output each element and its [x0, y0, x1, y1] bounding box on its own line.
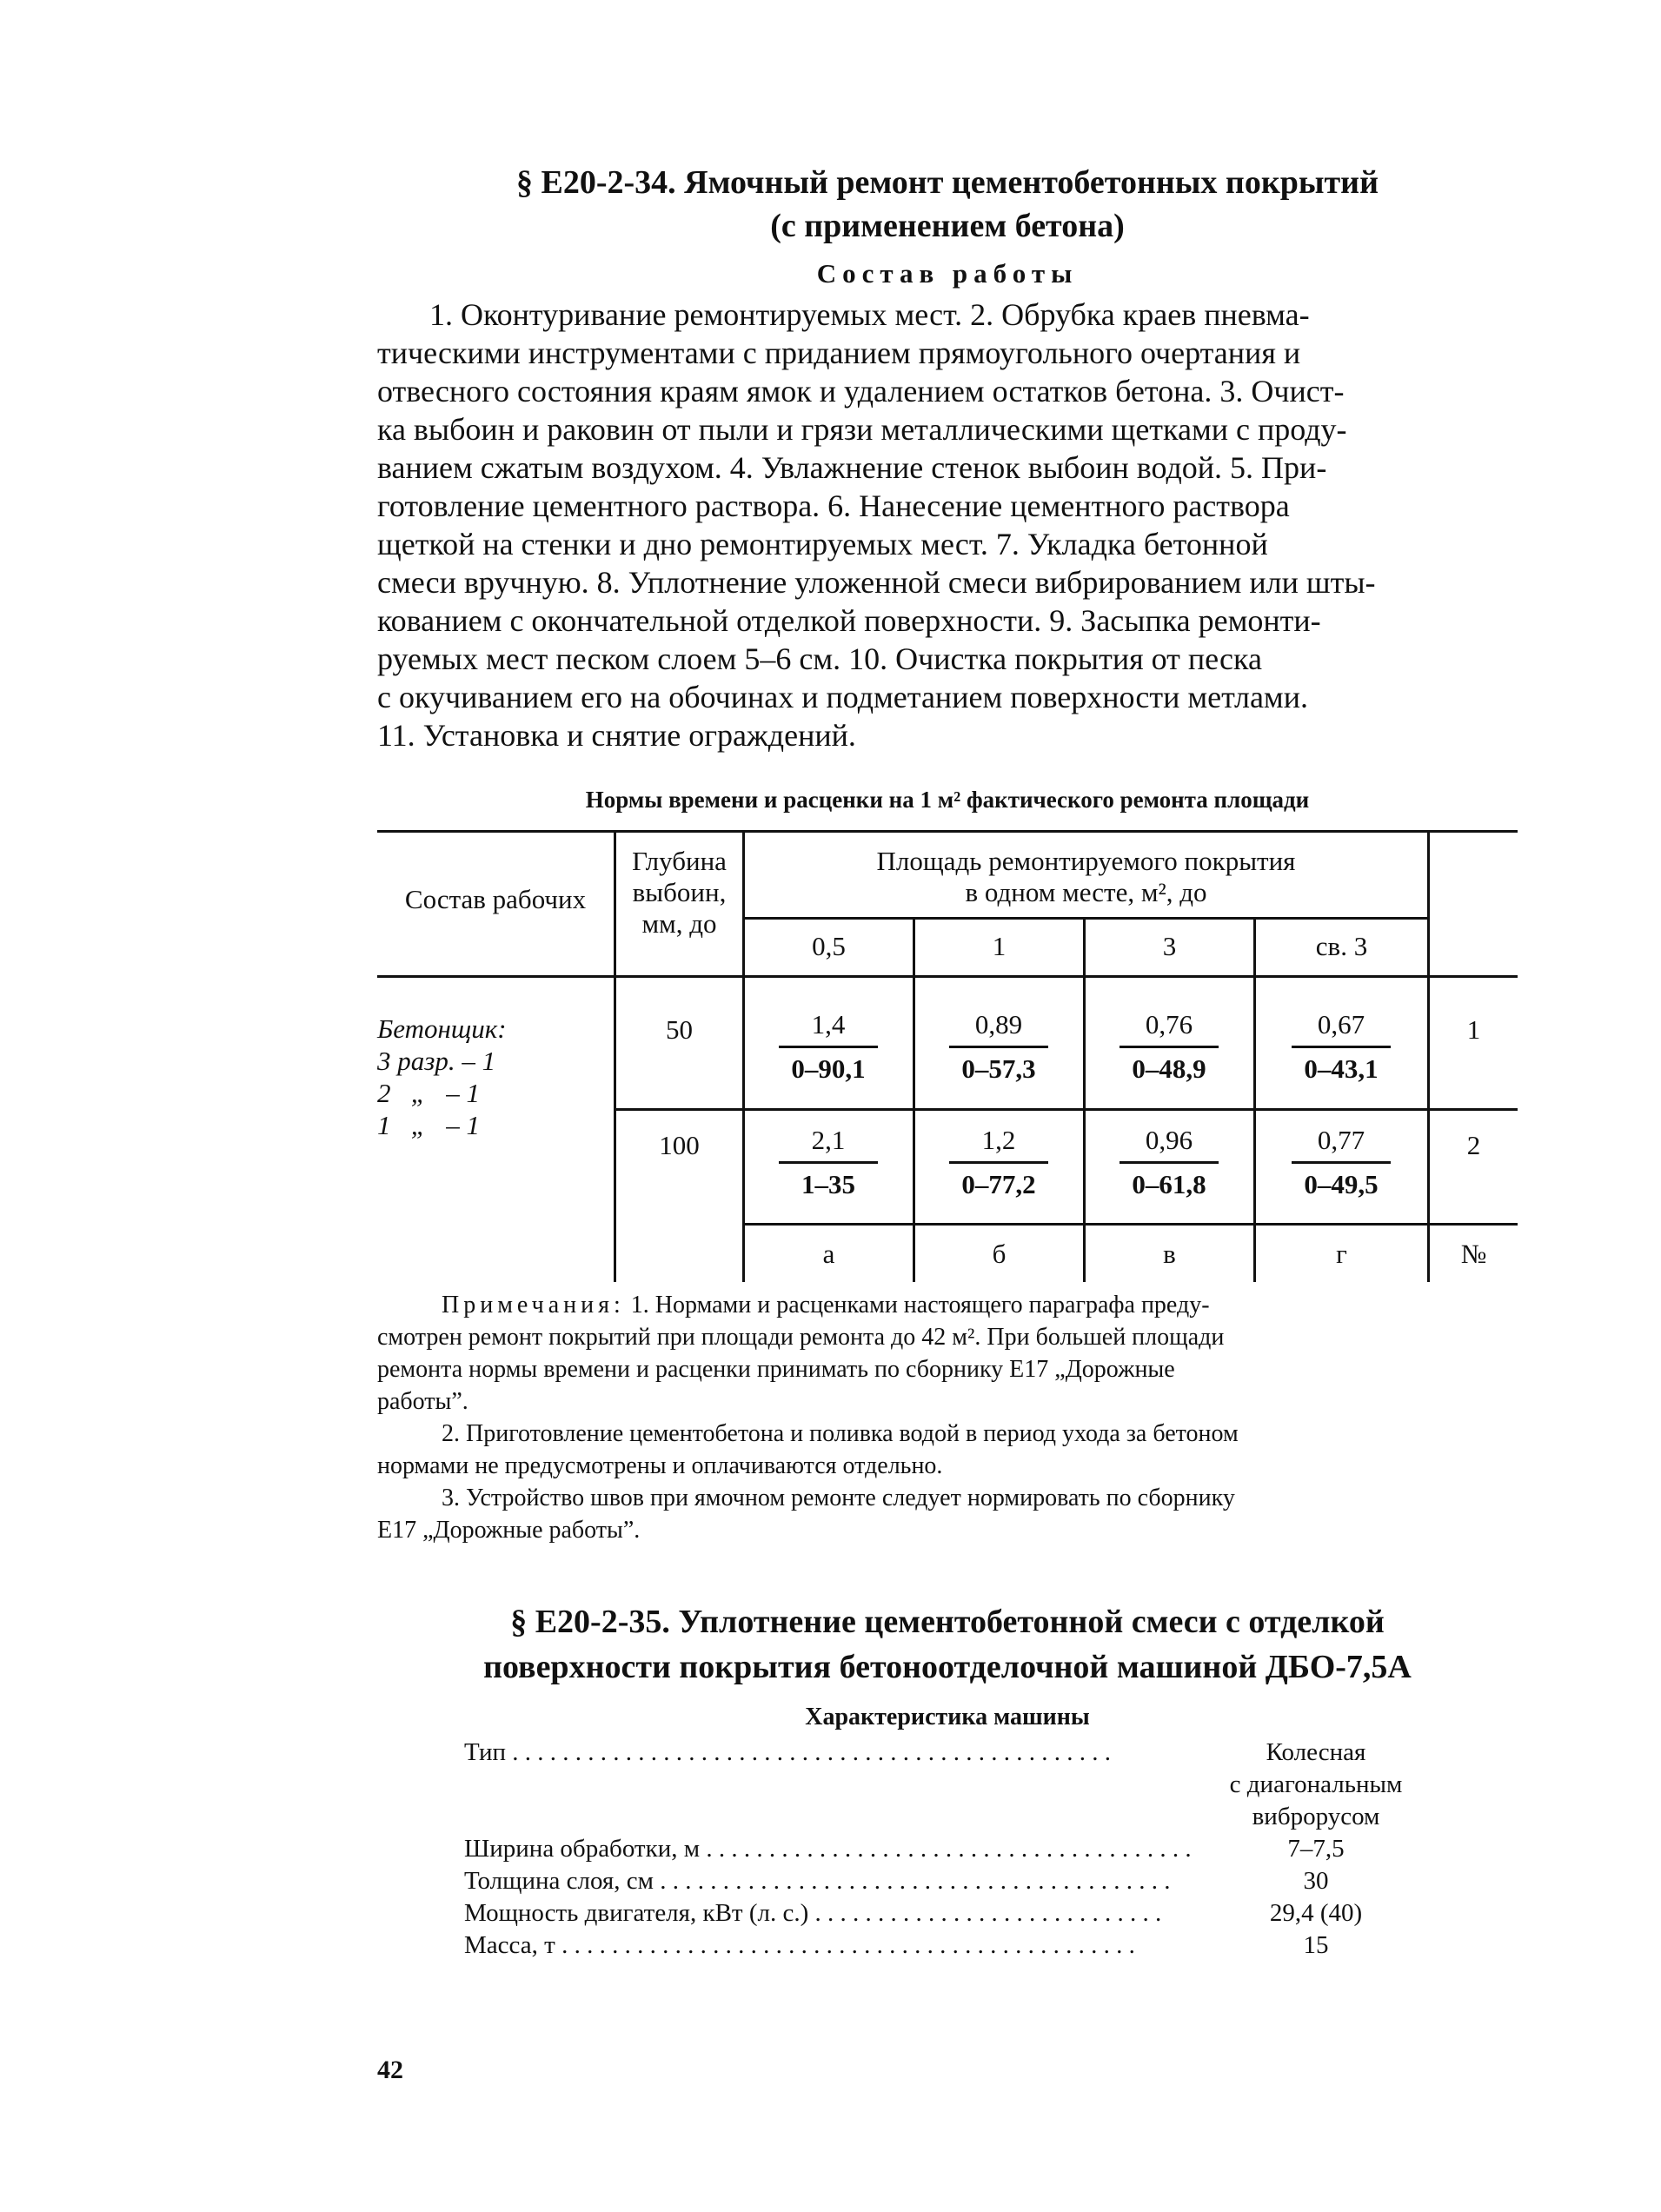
spec-label: Толщина слоя, см . . . . . . . . . . . . . . . . . . . . . . . . . . . . . . . . . . . . . . . . . — [464, 1867, 1171, 1895]
spec-value: 29,4 (40) — [1269, 1899, 1363, 1927]
page-number: 42 — [377, 2056, 403, 2084]
price-value: 0–77,2 — [961, 1169, 1036, 1199]
spec-row — [464, 1737, 1438, 1833]
work-line: тическими инструментами с приданием прямоугольного очертания и — [377, 335, 1301, 370]
spec-value: Колесная с диагональным виброрусом — [1229, 1738, 1403, 1830]
work-line: отвесного состояния краям ямок и удалением остатков бетона. 3. Очист- — [377, 374, 1345, 409]
spec-label: Ширина обработки, м . . . . . . . . . . . . . . . . . . . . . . . . . . . . . . . . . . . . . . . — [464, 1835, 1192, 1863]
section-heading-2 — [377, 1599, 1518, 1690]
section-heading-line-2: (с применением бетона) — [770, 208, 1125, 244]
note-line: работы”. — [377, 1388, 468, 1415]
work-line: 11. Установка и снятие ограждений. — [377, 718, 856, 753]
table-cell — [1104, 1119, 1234, 1206]
worker-line: 3 разр. – 1 — [377, 1046, 496, 1076]
section-heading-2-line-1: § Е20-2-35. Уплотнение цементобетонной смеси с отделкой — [510, 1604, 1385, 1640]
price-value: 0–49,5 — [1304, 1169, 1379, 1199]
price-value: 0–90,1 — [791, 1053, 866, 1084]
column-letter: г — [1336, 1239, 1347, 1269]
work-composition-title: Состав работы — [816, 258, 1079, 289]
worker-line: 1 „ – 1 — [377, 1110, 480, 1140]
note-line: 2. Приготовление цементобетона и поливка водой в период ухода за бетоном — [442, 1420, 1239, 1447]
table-col-rule — [913, 917, 915, 1282]
header-area-line: Площадь ремонтируемого покрытия — [876, 846, 1296, 876]
table-cell — [763, 1004, 894, 1090]
price-value: 0–61,8 — [1132, 1169, 1206, 1199]
table-letter-rule — [742, 1223, 1518, 1226]
work-line: ванием сжатым воздухом. 4. Увлажнение стенок выбоин водой. 5. При- — [377, 450, 1327, 485]
table-caption: Нормы времени и расценки на 1 м² фактического ремонта площади — [585, 787, 1310, 813]
header-depth-line: мм, до — [641, 908, 717, 939]
spec-value: 7–7,5 — [1287, 1835, 1345, 1863]
note-line: 1. Нормами и расценками настоящего параграфа преду- — [630, 1292, 1210, 1319]
machine-specs — [464, 1737, 1438, 1962]
norm-value: 1,4 — [811, 1009, 846, 1040]
work-line: щеткой на стенки и дно ремонтируемых мест. 7. Укладка бетонной — [377, 527, 1268, 561]
spec-label: Масса, т . . . . . . . . . . . . . . . . . . . . . . . . . . . . . . . . . . . . . . . . . . . . . . — [464, 1931, 1135, 1959]
table-header-bottom-rule — [377, 975, 1518, 978]
table-cell — [1104, 1004, 1234, 1090]
note-line: 3. Устройство швов при ямочном ремонте следует нормировать по сборнику — [442, 1485, 1235, 1511]
note-line: ремонта нормы времени и расценки принимать по сборнику Е17 „Дорожные — [377, 1356, 1175, 1383]
norm-value: 1,2 — [981, 1125, 1016, 1155]
section-heading-line-1: § Е20-2-34. Ямочный ремонт цементобетонных покрытий — [516, 164, 1379, 201]
table-cell — [763, 1119, 894, 1206]
work-line: руемых мест песком слоем 5–6 см. 10. Очистка покрытия от песка — [377, 641, 1262, 676]
spec-label: Мощность двигателя, кВт (л. с.) . . . . . . . . . . . . . . . . . . . . . . . . . . . . — [464, 1899, 1162, 1927]
row-number: 1 — [1466, 1014, 1481, 1045]
table-cell — [933, 1119, 1064, 1206]
notes — [377, 1289, 1518, 1546]
note-line: Е17 „Дорожные работы”. — [377, 1517, 641, 1544]
note-line: нормами не предусмотрены и оплачиваются отдельно. — [377, 1452, 943, 1479]
table-col-rule — [1083, 917, 1086, 1282]
table-cell — [1276, 1119, 1406, 1206]
column-letter: в — [1163, 1239, 1176, 1269]
spec-row — [464, 1930, 1438, 1962]
norm-value: 2,1 — [811, 1125, 846, 1155]
note-line: смотрен ремонт покрытий при площади ремонта до 42 м². При большей площади — [377, 1324, 1225, 1351]
header-depth-line: Глубина — [632, 846, 727, 876]
work-line: смеси вручную. 8. Уплотнение уложенной смеси вибрированием или шты- — [377, 565, 1376, 600]
row-depth: 50 — [666, 1014, 693, 1045]
section-heading-2-line-2: поверхности покрытия бетоноотделочной машиной ДБО-7,5А — [483, 1649, 1412, 1685]
price-value: 0–48,9 — [1132, 1053, 1206, 1084]
table-row-separator — [614, 1108, 1518, 1111]
worker-line: Бетонщик: — [377, 1013, 507, 1044]
header-area-line: в одном месте, м², до — [965, 877, 1207, 907]
norm-value: 0,96 — [1145, 1125, 1193, 1155]
price-value: 1–35 — [801, 1169, 855, 1199]
norm-value: 0,76 — [1145, 1009, 1193, 1040]
spec-row — [464, 1833, 1438, 1865]
header-area — [745, 846, 1427, 908]
work-line: ка выбоин и раковин от пыли и грязи металлическими щетками с проду- — [377, 412, 1347, 447]
column-letter: б — [992, 1239, 1007, 1269]
norm-value: 0,89 — [974, 1009, 1023, 1040]
spec-row — [464, 1897, 1438, 1930]
work-composition-text — [377, 296, 1518, 754]
norm-value: 0,67 — [1317, 1009, 1365, 1040]
note-1-first-line — [377, 1289, 1518, 1321]
workers-composition — [377, 1013, 612, 1141]
area-col-header: 0,5 — [812, 931, 846, 961]
work-line: кованием с окончательной отделкой поверхности. 9. Засыпка ремонти- — [377, 603, 1321, 638]
work-line: 1. Оконтуривание ремонтируемых мест. 2. Обрубка краев пневма- — [429, 297, 1310, 332]
area-col-header: 1 — [992, 931, 1007, 961]
notes-title: Примечания: — [442, 1292, 625, 1319]
area-col-header: св. 3 — [1315, 931, 1368, 961]
table-col-rule — [1427, 830, 1430, 1282]
row-depth: 100 — [659, 1130, 700, 1160]
number-header: № — [1460, 1239, 1487, 1269]
work-line: готовление цементного раствора. 6. Нанесение цементного раствора — [377, 488, 1290, 523]
price-value: 0–57,3 — [961, 1053, 1036, 1084]
norm-value: 0,77 — [1317, 1125, 1365, 1155]
table-top-rule — [377, 830, 1518, 833]
norms-table — [377, 830, 1518, 1282]
table-cell — [1276, 1004, 1406, 1090]
row-number: 2 — [1466, 1130, 1481, 1160]
header-depth-line: выбоин, — [632, 877, 727, 907]
spec-title: Характеристика машины — [805, 1704, 1090, 1730]
header-depth — [616, 846, 742, 940]
spec-value: 30 — [1303, 1867, 1329, 1895]
area-col-header: 3 — [1162, 931, 1177, 961]
spec-label: Тип . . . . . . . . . . . . . . . . . . . . . . . . . . . . . . . . . . . . . . . . . . . . . . . . — [464, 1738, 1112, 1766]
table-col-rule — [1253, 917, 1256, 1282]
header-workers: Состав рабочих — [404, 884, 587, 914]
table-cell — [933, 1004, 1064, 1090]
spec-value: 15 — [1303, 1931, 1329, 1959]
price-value: 0–43,1 — [1304, 1053, 1379, 1084]
worker-line: 2 „ – 1 — [377, 1078, 480, 1108]
work-line: с окучиванием его на обочинах и подметанием поверхности метлами. — [377, 680, 1308, 714]
column-letter: а — [822, 1239, 835, 1269]
spec-row — [464, 1865, 1438, 1897]
section-heading — [377, 161, 1518, 248]
